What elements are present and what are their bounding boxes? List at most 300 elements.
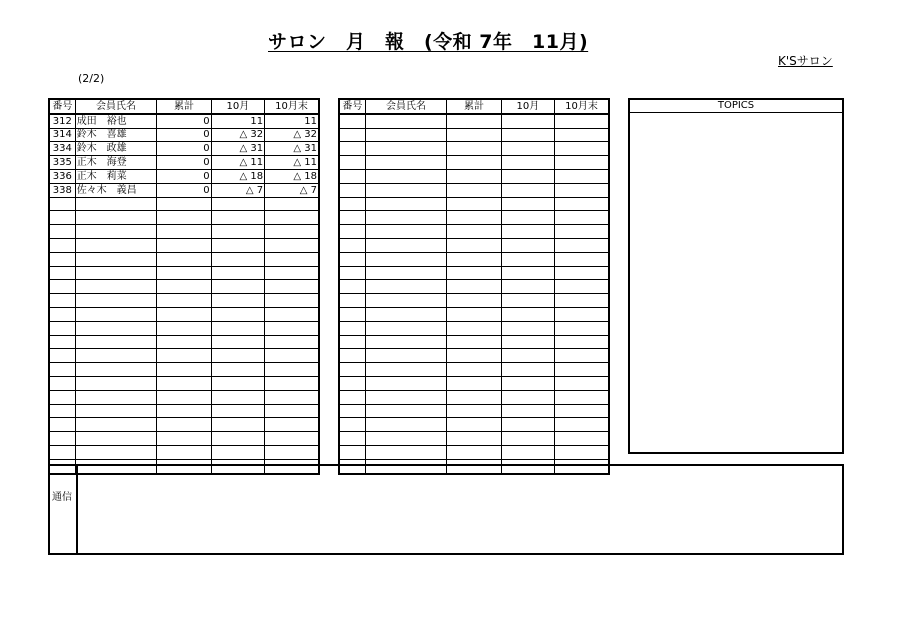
table-row (339, 169, 609, 183)
member-month (501, 376, 554, 390)
table-row (49, 211, 319, 225)
member-total: 0 (157, 183, 211, 197)
table-row (339, 307, 609, 321)
member-total (447, 349, 501, 363)
member-month (211, 432, 264, 446)
member-total (157, 238, 211, 252)
member-total (447, 211, 501, 225)
member-name: 鈴木 政雄 (75, 142, 157, 156)
member-month-end (265, 307, 319, 321)
member-total (447, 280, 501, 294)
col-header-total: 累計 (447, 99, 501, 114)
member-number (49, 335, 75, 349)
member-month-end (555, 432, 609, 446)
member-total (157, 418, 211, 432)
table-row (339, 349, 609, 363)
member-number (339, 142, 365, 156)
member-month-end: △ 31 (265, 142, 319, 156)
member-month-end (555, 128, 609, 142)
member-month (211, 211, 264, 225)
member-month-end: 11 (265, 114, 319, 128)
member-number (339, 156, 365, 170)
member-name (75, 349, 157, 363)
member-name (365, 404, 447, 418)
member-month (501, 432, 554, 446)
member-month (211, 404, 264, 418)
member-total (447, 363, 501, 377)
member-total (447, 404, 501, 418)
member-name: 佐々木 義昌 (75, 183, 157, 197)
member-number (339, 432, 365, 446)
member-month (501, 197, 554, 211)
member-month-end (555, 169, 609, 183)
member-number (49, 225, 75, 239)
member-number (49, 321, 75, 335)
member-total (157, 307, 211, 321)
member-month-end (265, 390, 319, 404)
table-row (49, 114, 319, 128)
member-name (365, 266, 447, 280)
member-name: 正木 海登 (75, 156, 157, 170)
member-month-end (555, 376, 609, 390)
table-row (339, 197, 609, 211)
topics-box (628, 98, 844, 454)
member-month (501, 349, 554, 363)
member-month (211, 376, 264, 390)
member-number (339, 307, 365, 321)
member-month-end (265, 252, 319, 266)
col-header-number: 番号 (339, 99, 365, 114)
member-month (501, 280, 554, 294)
member-number (339, 294, 365, 308)
member-name (365, 252, 447, 266)
member-total (157, 252, 211, 266)
member-number (49, 432, 75, 446)
member-total (447, 183, 501, 197)
communication-label-cell (50, 466, 78, 553)
table-row (339, 294, 609, 308)
member-month-end (555, 321, 609, 335)
member-total (447, 376, 501, 390)
member-total (157, 321, 211, 335)
member-month (501, 156, 554, 170)
member-name (75, 390, 157, 404)
member-total (447, 418, 501, 432)
table-row (339, 363, 609, 377)
member-total (157, 349, 211, 363)
member-total (447, 225, 501, 239)
member-name (365, 432, 447, 446)
table-row (49, 363, 319, 377)
member-total (157, 266, 211, 280)
member-number (49, 238, 75, 252)
member-month-end (555, 114, 609, 128)
member-name (365, 238, 447, 252)
table-row (339, 280, 609, 294)
member-name (75, 280, 157, 294)
member-month-end (555, 197, 609, 211)
member-month-end (555, 307, 609, 321)
member-total (447, 156, 501, 170)
member-month (211, 307, 264, 321)
member-number (339, 197, 365, 211)
member-month-end (265, 376, 319, 390)
member-name (365, 418, 447, 432)
member-total (157, 280, 211, 294)
member-month-end (555, 349, 609, 363)
member-month-end (555, 363, 609, 377)
member-number (339, 335, 365, 349)
member-month (501, 418, 554, 432)
table-row (339, 142, 609, 156)
member-month-end (265, 321, 319, 335)
table-row (339, 404, 609, 418)
member-month-end: △ 32 (265, 128, 319, 142)
member-total (157, 404, 211, 418)
table-row (49, 376, 319, 390)
member-number (49, 404, 75, 418)
member-month-end (265, 211, 319, 225)
member-month: △ 31 (211, 142, 264, 156)
member-name (365, 211, 447, 225)
col-header-month-end: 10月末 (555, 99, 609, 114)
member-month-end (265, 294, 319, 308)
member-name (75, 238, 157, 252)
member-total (157, 335, 211, 349)
table-row (339, 225, 609, 239)
member-number (339, 114, 365, 128)
table-row (49, 197, 319, 211)
table-row (49, 156, 319, 170)
member-number (339, 390, 365, 404)
table-row (339, 266, 609, 280)
col-header-total: 累計 (157, 99, 211, 114)
col-header-name: 会員氏名 (75, 99, 157, 114)
member-month (501, 238, 554, 252)
table-row (49, 252, 319, 266)
member-month (211, 294, 264, 308)
member-name (365, 349, 447, 363)
communication-box (48, 464, 844, 555)
member-name (365, 280, 447, 294)
member-month: △ 11 (211, 156, 264, 170)
member-name (75, 363, 157, 377)
member-month (501, 266, 554, 280)
member-month (501, 363, 554, 377)
member-month-end (265, 404, 319, 418)
member-number (49, 197, 75, 211)
member-month (501, 335, 554, 349)
member-month-end (555, 225, 609, 239)
member-total (157, 197, 211, 211)
member-month-end (555, 445, 609, 459)
member-total: 0 (157, 142, 211, 156)
table-row (339, 156, 609, 170)
member-total (447, 294, 501, 308)
table-row (339, 376, 609, 390)
member-month-end (555, 156, 609, 170)
table-row (339, 321, 609, 335)
table-row (339, 211, 609, 225)
member-month-end (265, 238, 319, 252)
member-month (211, 349, 264, 363)
member-number (49, 252, 75, 266)
member-number: 336 (49, 169, 75, 183)
member-number (339, 266, 365, 280)
member-month-end: △ 7 (265, 183, 319, 197)
member-name (365, 390, 447, 404)
member-month-end (555, 142, 609, 156)
member-total (447, 238, 501, 252)
member-name (75, 252, 157, 266)
table-row (49, 349, 319, 363)
member-month (501, 169, 554, 183)
member-month (211, 252, 264, 266)
member-name: 成田 裕也 (75, 114, 157, 128)
member-name: 正木 莉菜 (75, 169, 157, 183)
member-month (501, 225, 554, 239)
member-total (447, 142, 501, 156)
member-month (211, 390, 264, 404)
member-month (501, 404, 554, 418)
member-month-end (555, 294, 609, 308)
member-number (339, 349, 365, 363)
col-header-month-end: 10月末 (265, 99, 319, 114)
member-month (211, 225, 264, 239)
member-month-end (555, 418, 609, 432)
member-number (49, 307, 75, 321)
member-total (447, 128, 501, 142)
member-month (211, 238, 264, 252)
col-header-number: 番号 (49, 99, 75, 114)
member-name (75, 376, 157, 390)
table-row (339, 335, 609, 349)
member-month (211, 197, 264, 211)
member-month-end (555, 266, 609, 280)
salon-name: K'Sサロン (778, 54, 833, 68)
member-total (157, 225, 211, 239)
member-name (365, 445, 447, 459)
table-row (49, 128, 319, 142)
member-month (211, 280, 264, 294)
member-total (447, 390, 501, 404)
report-title: サロン 月 報 (令和 7年 11月) (268, 31, 589, 53)
member-number (339, 252, 365, 266)
member-month-end (265, 349, 319, 363)
member-number: 338 (49, 183, 75, 197)
col-header-name: 会員氏名 (365, 99, 447, 114)
member-month (501, 142, 554, 156)
member-month-end: △ 11 (265, 156, 319, 170)
member-number (339, 225, 365, 239)
member-name (75, 211, 157, 225)
topics-header: TOPICS (630, 100, 842, 113)
member-name (365, 294, 447, 308)
member-number (49, 266, 75, 280)
member-name (365, 197, 447, 211)
member-name (75, 225, 157, 239)
member-month-end (265, 266, 319, 280)
table-row (49, 390, 319, 404)
member-month-end (265, 363, 319, 377)
member-month (501, 445, 554, 459)
table-row (49, 280, 319, 294)
table-header-row (49, 99, 319, 114)
table-row (49, 294, 319, 308)
member-month: △ 18 (211, 169, 264, 183)
member-month (211, 418, 264, 432)
member-name (365, 169, 447, 183)
member-number: 334 (49, 142, 75, 156)
member-name (365, 114, 447, 128)
member-name (75, 321, 157, 335)
table-row (339, 128, 609, 142)
members-table-right (338, 98, 610, 475)
member-name (365, 335, 447, 349)
member-name (365, 225, 447, 239)
member-number (49, 211, 75, 225)
table-row (49, 169, 319, 183)
table-row (339, 252, 609, 266)
communication-label: 通信 (52, 492, 72, 503)
table-row (49, 266, 319, 280)
member-month-end (265, 197, 319, 211)
member-month-end (265, 225, 319, 239)
member-month (501, 390, 554, 404)
member-name (365, 307, 447, 321)
member-month-end: △ 18 (265, 169, 319, 183)
table-row (339, 418, 609, 432)
member-month (211, 335, 264, 349)
table-row (339, 445, 609, 459)
table-header-row (339, 99, 609, 114)
table-row (49, 183, 319, 197)
member-month-end (555, 252, 609, 266)
member-month (501, 294, 554, 308)
member-number (49, 280, 75, 294)
member-month (211, 445, 264, 459)
member-name (75, 266, 157, 280)
member-name (365, 142, 447, 156)
member-month (501, 211, 554, 225)
member-month: △ 32 (211, 128, 264, 142)
member-number (49, 376, 75, 390)
table-row (339, 183, 609, 197)
member-number (339, 169, 365, 183)
member-number (339, 211, 365, 225)
member-month (501, 114, 554, 128)
member-month (211, 266, 264, 280)
member-total: 0 (157, 114, 211, 128)
member-number (49, 418, 75, 432)
member-month (501, 183, 554, 197)
member-total (157, 376, 211, 390)
member-name (365, 183, 447, 197)
member-name (75, 445, 157, 459)
table-row (49, 432, 319, 446)
member-total (447, 432, 501, 446)
member-number: 335 (49, 156, 75, 170)
member-number (339, 404, 365, 418)
table-row (339, 432, 609, 446)
member-month-end (555, 238, 609, 252)
page-number: (2/2) (78, 72, 105, 85)
member-month (501, 321, 554, 335)
member-total (447, 445, 501, 459)
member-total (157, 294, 211, 308)
member-total (447, 266, 501, 280)
member-total (157, 432, 211, 446)
member-number (339, 418, 365, 432)
table-row (49, 142, 319, 156)
member-total (447, 307, 501, 321)
member-month-end (555, 404, 609, 418)
col-header-month: 10月 (501, 99, 554, 114)
member-month-end (265, 280, 319, 294)
member-number (339, 321, 365, 335)
member-total: 0 (157, 156, 211, 170)
member-month: 11 (211, 114, 264, 128)
member-name (365, 363, 447, 377)
table-row (49, 307, 319, 321)
member-number (339, 238, 365, 252)
member-month-end (265, 335, 319, 349)
member-name (365, 321, 447, 335)
member-month-end (265, 418, 319, 432)
member-total (447, 169, 501, 183)
members-table-left (48, 98, 320, 475)
member-number (339, 445, 365, 459)
member-number (49, 445, 75, 459)
member-name: 鈴木 喜雄 (75, 128, 157, 142)
member-month-end (265, 432, 319, 446)
member-month-end (555, 390, 609, 404)
member-name (75, 404, 157, 418)
member-name (75, 418, 157, 432)
member-month (501, 307, 554, 321)
member-month: △ 7 (211, 183, 264, 197)
member-total (157, 445, 211, 459)
member-name (365, 128, 447, 142)
member-total (447, 335, 501, 349)
table-row (339, 238, 609, 252)
member-name (75, 335, 157, 349)
member-name (75, 307, 157, 321)
member-name (75, 432, 157, 446)
table-row (49, 418, 319, 432)
member-total: 0 (157, 128, 211, 142)
table-row (49, 445, 319, 459)
member-number (49, 349, 75, 363)
member-total (157, 390, 211, 404)
member-total (157, 211, 211, 225)
member-name (365, 376, 447, 390)
member-month (211, 321, 264, 335)
member-month (501, 128, 554, 142)
member-month-end (555, 211, 609, 225)
member-month-end (555, 280, 609, 294)
member-number (339, 363, 365, 377)
table-row (49, 321, 319, 335)
member-total (447, 197, 501, 211)
member-number (49, 363, 75, 377)
member-total (447, 321, 501, 335)
table-row (49, 404, 319, 418)
member-number: 314 (49, 128, 75, 142)
table-row (49, 225, 319, 239)
member-month-end (555, 183, 609, 197)
table-row (49, 238, 319, 252)
